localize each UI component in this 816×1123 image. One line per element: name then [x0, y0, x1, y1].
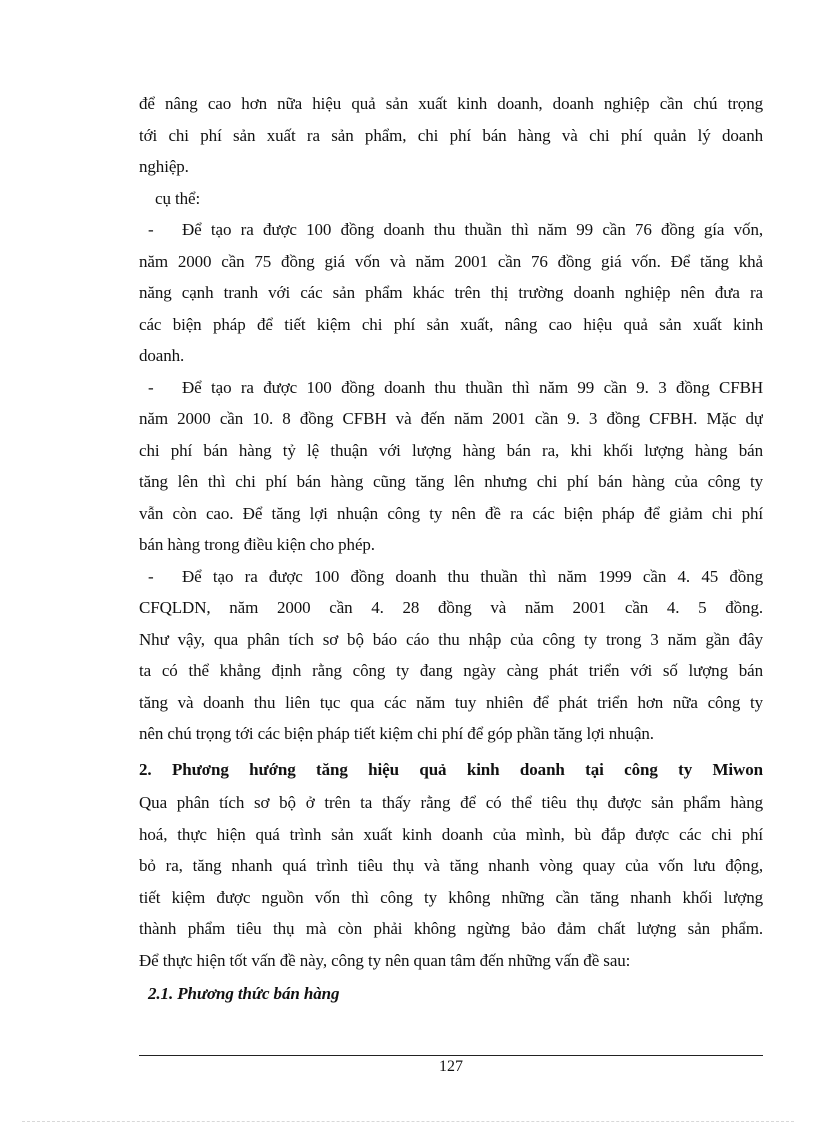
section-2-paragraph: [139, 787, 763, 976]
bullet-text: Để tạo ra được 100 đồng doanh thu thuần thì năm 99 cần 9. 3 đồng CFBH: [182, 377, 763, 397]
text-line: nghiệp.: [139, 157, 189, 176]
intro-paragraph: [139, 88, 763, 183]
text-line: tăng lên thì chi phí bán hàng cũng tăng lên nhưng chi phí bán hàng của công ty: [139, 472, 763, 491]
text-line: tăng và doanh thu liên tục qua các năm tuy nhiên để phát triển hơn nữa công ty: [139, 692, 763, 712]
text-line: ta có thể khẳng định rằng công ty đang ngày càng phát triển với số lượng bán: [139, 661, 763, 680]
bullet-item-2: [139, 372, 763, 561]
subsection-2-1-heading: 2.1. Phương thức bán hàng: [148, 984, 340, 1003]
text-line: thành phẩm tiêu thụ mà còn phải không ngừng bảo đảm chất lượng sản phẩm.: [139, 919, 763, 938]
text-line: năm 2000 cần 10. 8 đồng CFBH và đến năm 2001 cần 9. 3 đồng CFBH. Mặc dự: [139, 409, 763, 428]
bullet-first-line: [139, 372, 763, 404]
section-2-heading: 2. Phương hướng tăng hiệu quả kinh doanh tại công ty Miwon: [139, 759, 763, 779]
text-line: tiết kiệm được nguồn vốn thì công ty không những cần tăng nhanh khối lượng: [139, 887, 763, 907]
bullet-dash: -: [148, 220, 154, 239]
document-body: [139, 88, 763, 1010]
text-line: để nâng cao hơn nữa hiệu quả sản xuất kinh doanh, doanh nghiệp cần chú trọng: [139, 94, 763, 113]
text-line: năng cạnh tranh với các sản phẩm khác trên thị trường doanh nghiệp nên đưa ra: [139, 283, 763, 302]
text-line: hoá, thực hiện quá trình sản xuất kinh doanh của mình, bù đắp được các chi phí: [139, 824, 763, 844]
bullet-text: Để tạo ra được 100 đồng doanh thu thuần thì năm 99 cần 76 đồng gía vốn,: [182, 220, 763, 239]
text-line: Qua phân tích sơ bộ ở trên ta thấy rằng để có thể tiêu thụ được sản phẩm hàng: [139, 793, 763, 812]
text-line: Để thực hiện tốt vấn đề này, công ty nên quan tâm đến những vấn đề sau:: [139, 950, 631, 970]
text-line: chi phí bán hàng tỷ lệ thuận với lượng hàng bán ra, khi khối lượng hàng bán: [139, 440, 763, 460]
text-line: các biện pháp để tiết kiệm chi phí sản xuất, nâng cao hiệu quả sản xuất kinh: [139, 314, 763, 334]
footer-divider: [139, 1055, 763, 1056]
specifics-label: cụ thể:: [155, 188, 201, 208]
bullet-dash: -: [148, 377, 154, 397]
text-line: bán hàng trong điều kiện cho phép.: [139, 535, 375, 554]
bullet-item-3: [139, 561, 763, 750]
text-line: tới chi phí sản xuất ra sản phẩm, chi phí bán hàng và chi phí quản lý doanh: [139, 125, 763, 145]
text-line: Như vậy, qua phân tích sơ bộ báo cáo thu nhập của công ty trong 3 năm gần đây: [139, 629, 763, 649]
text-line: CFQLDN, năm 2000 cần 4. 28 đồng và năm 2001 cần 4. 5 đồng.: [139, 598, 763, 617]
text-line: nên chú trọng tới các biện pháp tiết kiệm chi phí để góp phần tăng lợi nhuận.: [139, 724, 654, 743]
page-bottom-edge: [22, 1121, 794, 1122]
bullet-item-1: [139, 214, 763, 372]
bullet-first-line: [139, 561, 763, 593]
bullet-dash: -: [148, 566, 154, 586]
bullet-first-line: [139, 214, 763, 246]
text-line: năm 2000 cần 75 đồng giá vốn và năm 2001 cần 76 đồng giá vốn. Để tăng khả: [139, 251, 763, 271]
text-line: vẫn còn cao. Để tăng lợi nhuận công ty nên đề ra các biện pháp để giảm chi phí: [139, 503, 763, 523]
text-line: doanh.: [139, 346, 185, 365]
bullet-text: Để tạo ra được 100 đồng doanh thu thuần thì năm 1999 cần 4. 45 đồng: [182, 566, 763, 586]
text-line: bỏ ra, tăng nhanh quá trình tiêu thụ và tăng nhanh vòng quay của vốn lưu động,: [139, 856, 763, 875]
page-number: 127: [439, 1058, 463, 1075]
